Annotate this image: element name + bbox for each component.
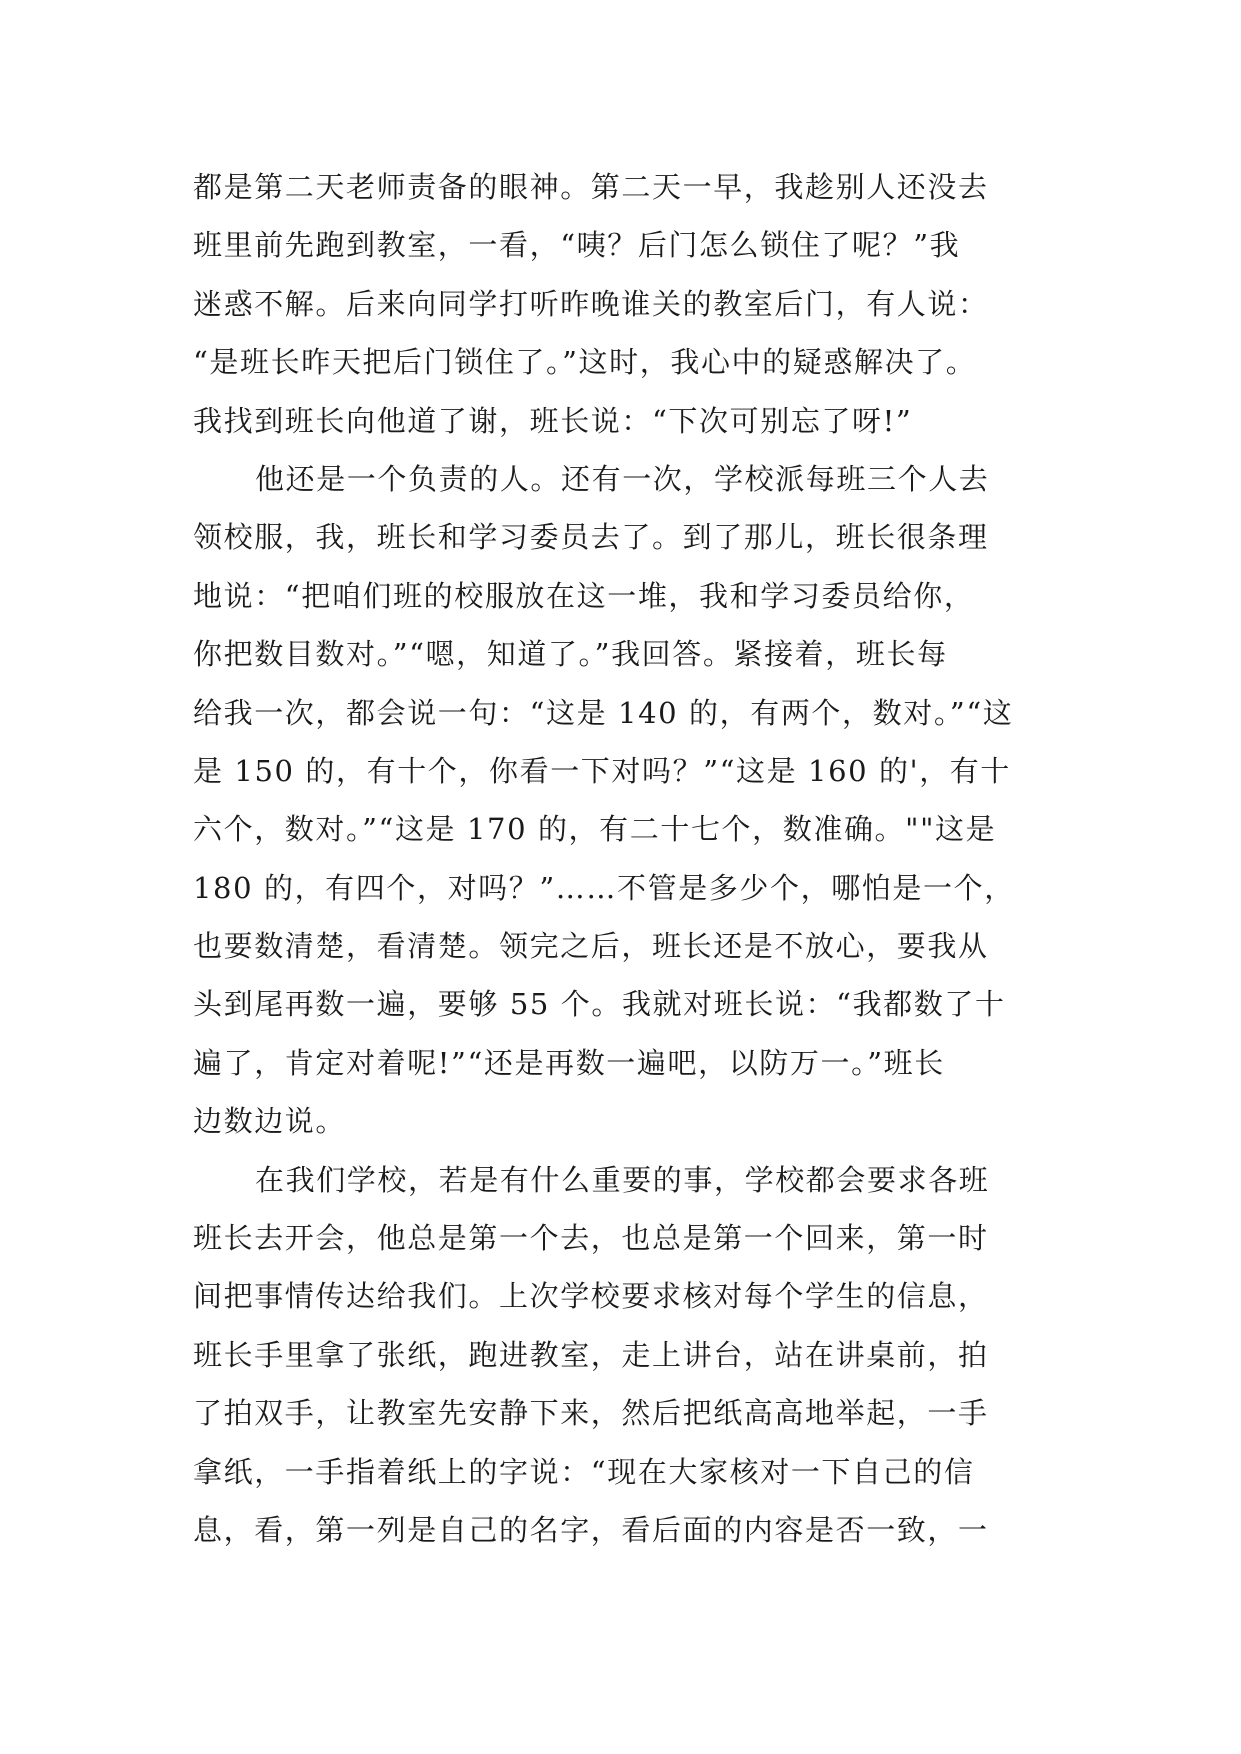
text-line: 180 的，有四个，对吗？”……不管是多少个，哪怕是一个， xyxy=(193,870,1015,905)
paragraph-first-line: 他还是一个负责的人。还有一次，学校派每班三个人去 xyxy=(255,461,990,496)
text-line: 也要数清楚，看清楚。领完之后，班长还是不放心，要我从 xyxy=(193,929,989,964)
text-line: 地说：“把咱们班的校服放在这一堆，我和学习委员给你， xyxy=(193,578,975,613)
text-line: 班长去开会，他总是第一个去，也总是第一个回来，第一时 xyxy=(193,1221,989,1256)
text-line: 我找到班长向他道了谢，班长说：“下次可别忘了呀!” xyxy=(193,403,913,438)
text-line: 班长手里拿了张纸，跑进教室，走上讲台，站在讲桌前，拍 xyxy=(193,1337,989,1372)
text-line: 迷惑不解。后来向同学打听昨晚谁关的教室后门，有人说： xyxy=(193,286,989,321)
text-line: 都是第二天老师责备的眼神。第二天一早，我趁别人还没去 xyxy=(193,170,989,204)
text-line: 是 150 的，有十个，你看一下对吗？”“这是 160 的'，有十 xyxy=(193,753,1012,788)
text-line: 你把数目数对。”“嗯，知道了。”我回答。紧接着，班长每 xyxy=(193,637,948,672)
text-line: 班里前先跑到教室，一看，“咦？后门怎么锁住了呢？”我 xyxy=(193,228,961,263)
body-text xyxy=(193,158,1073,1559)
text-line: “是班长昨天把后门锁住了。”这时，我心中的疑惑解决了。 xyxy=(193,345,977,380)
text-line: 领校服，我，班长和学习委员去了。到了那儿，班长很条理 xyxy=(193,520,989,555)
text-line: 了拍双手，让教室先安静下来，然后把纸高高地举起，一手 xyxy=(193,1396,989,1431)
text-line: 间把事情传达给我们。上次学校要求核对每个学生的信息， xyxy=(193,1279,989,1314)
text-line: 息，看，第一列是自己的名字，看后面的内容是否一致，一 xyxy=(193,1512,989,1547)
text-line: 给我一次，都会说一句：“这是 140 的，有两个，数对。”“这 xyxy=(193,695,1014,730)
text-line: 拿纸，一手指着纸上的字说：“现在大家核对一下自己的信 xyxy=(193,1454,975,1489)
paragraph-first-line: 在我们学校，若是有什么重要的事，学校都会要求各班 xyxy=(255,1162,990,1197)
text-line: 六个，数对。”“这是 170 的，有二十七个，数准确。""这是 xyxy=(193,812,997,847)
text-line: 遍了，肯定对着呢!”“还是再数一遍吧，以防万一。”班长 xyxy=(193,1045,945,1080)
text-line: 头到尾再数一遍，要够 55 个。我就对班长说：“我都数了十 xyxy=(193,987,1006,1022)
text-line: 边数边说。 xyxy=(193,1104,347,1139)
